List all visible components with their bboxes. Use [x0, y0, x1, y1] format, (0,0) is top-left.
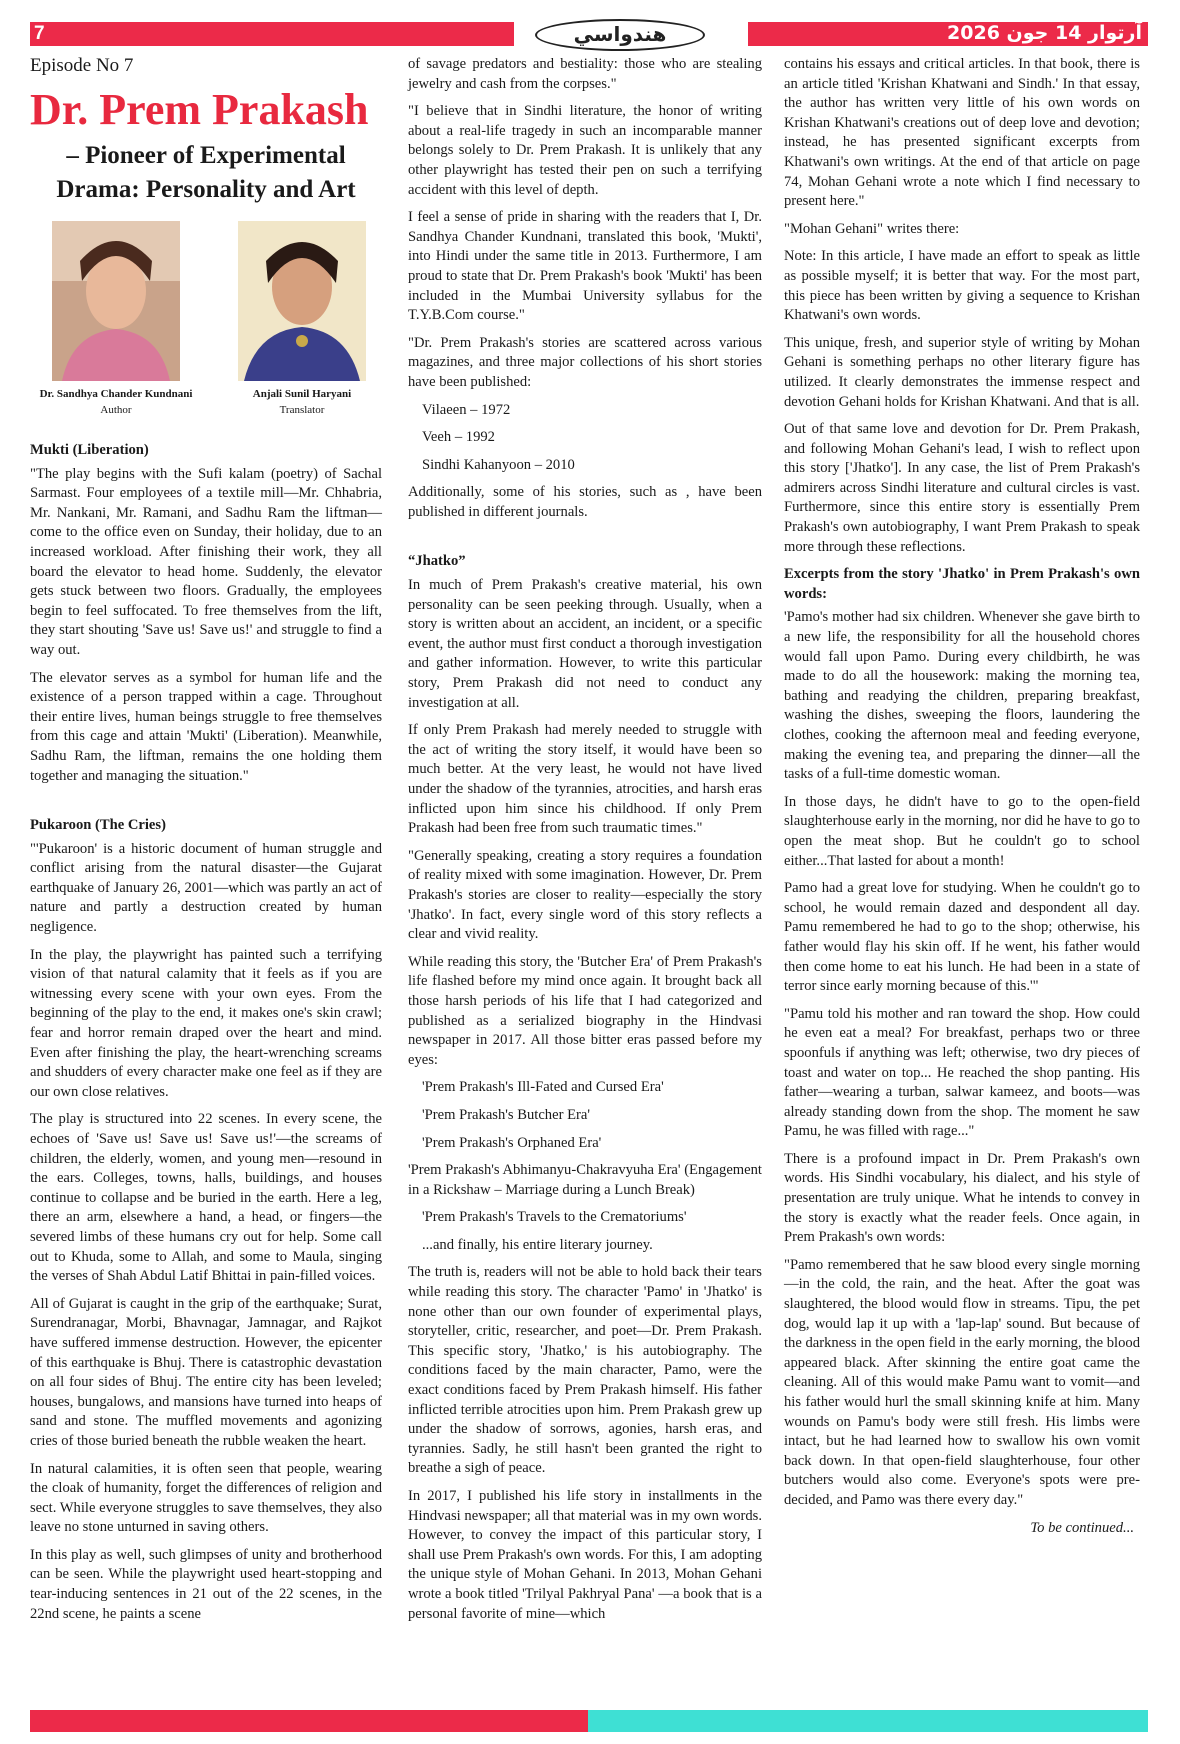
paragraph: "Generally speaking, creating a story requires a foundation of reality mixed with some imagination. However, Dr. Prem Prakash's stories are closer to reality—especially the story 'Jhatko'. In fact, every single word of this story reflects a clear and vivid reality. [408, 847, 762, 943]
issue-date: آرتوار 14 جون 2026 [947, 22, 1142, 44]
paragraph: While reading this story, the 'Butcher Era' of Prem Prakash's life flashed before my mind once again. It brought back all those harsh periods of his life that I had categorized and published as a serialized biography in the Hindvasi newspaper in 2017. All those bitter eras passed before my eyes: [408, 953, 762, 1068]
footer-red-band [30, 1710, 588, 1732]
paragraph: of savage predators and bestiality: those who are stealing jewelry and cash from the corpses." [408, 56, 762, 92]
author-photo [52, 221, 180, 381]
paragraph: "Pamo remembered that he saw blood every single morning—in the cold, the rain, and the heat. After the goat was slaughtered, the blood would flow in streams. Tipu, the pet dog, would lap it up with a 'lap-lap' sound. But because of the darkness in the open field in the early morning, the blood appeared black. After skinning the entire goat came the cleaning. All of this would make Pamu want to vomit—and his father would hurl the small skinning knife at him. Many wounds on Pamu's body were still fresh. His limbs were intact, but he had learned how to swallow his own vomit back down. In that open-field slaughterhouse, four other butchers would also come. Everyone's spots were pre-decided, and Pamo was there every day." [784, 1256, 1140, 1508]
newspaper-logo: هندواسي [535, 19, 705, 51]
paragraph: In those days, he didn't have to go to the open-field slaughterhouse early in the morning, nor did he have to go to open the meat shop. But he couldn't go to school either...That lasted for about a month! [784, 793, 1140, 869]
to-be-continued: To be continued... [1030, 1519, 1134, 1536]
author-caption [16, 386, 216, 418]
paragraph: There is a profound impact in Dr. Prem Prakash's own words. His Sindhi vocabulary, his dialect, and his style of presentation are truly unique. What he intends to convey in the story is exactly what the reader feels. Once again, in Prem Prakash's own words: [784, 1150, 1140, 1246]
paragraph: Additionally, some of his stories, such as , have been published in different journals. [408, 484, 762, 520]
paragraph: "The play begins with the Sufi kalam (poetry) of Sachal Sarmast. Four employees of a textile mill—Mr. Chhabria, Mr. Nankani, Mr. Ramani, and Sadhu Ram the liftman—come to the office even on Sunday, their holiday, due to an increased workload. After finishing their work, they all board the elevator to head home. Suddenly, the elevator gets stuck between two floors. Gradually, the employees begin to feel suffocated. To free themselves from the lift, they start shouting 'Save us! Save us!' and struggle to find a way out. [30, 465, 382, 658]
section-heading: “Jhatko” [408, 553, 466, 570]
list-item: Sindhi Kahanyoon – 2010 [422, 456, 575, 473]
episode-label: Episode No 7 [30, 55, 134, 76]
list-item: 'Prem Prakash's Ill-Fated and Cursed Era' [422, 1079, 664, 1096]
paragraph: Note: In this article, I have made an effort to speak as little as possible myself; it is better that way. For the most part, this piece has been written by giving a sequence to Krishan Khatwani's own words. [784, 248, 1140, 324]
header-bar [30, 22, 1148, 46]
paragraph: contains his essays and critical articles. In that book, there is an article titled 'Krishan Khatwani and Sindh.' In that essay, the author has written very little of his own words on Krishan Khatwani's creations out of deep love and devotion; instead, he has presented significant excerpts from Khatwani's own writings. At the end of that article on page 74, Mohan Gehani wrote a note which I find necessary to present here." [784, 56, 1140, 210]
paragraph: "Dr. Prem Prakash's stories are scattered across various magazines, and three major collections of his short stories have been published: [408, 334, 762, 390]
list-item: 'Prem Prakash's Travels to the Crematoriums' [422, 1209, 687, 1226]
paragraph: The elevator serves as a symbol for human life and the existence of a person trapped within a cage. Throughout their entire lives, human beings struggle to free themselves from this cage and attain 'Mukti' (Liberation). Meanwhile, Sadhu Ram, the liftman, remains the one holding them together and managing the situation." [30, 669, 382, 784]
section-heading: Excerpts from the story 'Jhatko' in Prem Prakash's own words: [784, 566, 1140, 602]
article-column-3 [784, 55, 1140, 1546]
paragraph: The truth is, readers will not be able to hold back their tears while reading this story. The character 'Pamo' in 'Jhatko' is none other than our own founder of experimental plays, storyteller, critic, researcher, and poet—Dr. Prem Prakash. This specific story, 'Jhatko,' is his autobiography. The conditions faced by the main character, Pamo, were the exact conditions faced by Prem Prakash himself. His father inflicted terrible atrocities upon him. Prem Prakash grew up under the shadow of sorrows, agonies, harsh eras, and tyrannies. Sadly, he still hasn't been granted the right to breathe a sigh of peace. [408, 1264, 762, 1477]
paragraph: "Pamu told his mother and ran toward the shop. How could he even eat a meal? For breakfast, perhaps two or three spoonfuls if anything was left; otherwise, two dry pieces of toast and water on top... He reached the shop panting. His father—wearing a turban, salwar kameez, and boots—was already standing down from the shop. The moment he saw Pamu, he was filled with rage..." [784, 1005, 1140, 1140]
paragraph: I feel a sense of pride in sharing with the readers that I, Dr. Sandhya Chander Kundnani, translated this book, 'Mukti', into Hindi under the same title in 2013. Furthermore, I am proud to state that Dr. Prem Prakash's book 'Mukti' has been included in the Mumbai University syllabus for the T.Y.B.Com course." [408, 209, 762, 324]
article-subtitle: – Pioneer of Experimental Drama: Personality and Art [56, 142, 356, 203]
paragraph: "Mohan Gehani" writes there: [784, 220, 960, 237]
translator-photo [238, 221, 366, 381]
section-heading: Pukaroon (The Cries) [30, 817, 166, 834]
section-heading: Mukti (Liberation) [30, 442, 149, 458]
article-title: Dr. Prem Prakash [30, 85, 369, 134]
list-item: 'Prem Prakash's Abhimanyu-Chakravyuha Era' (Engagement in a Rickshaw – Marriage during a Lunch Break) [408, 1162, 762, 1198]
list-item: Vilaeen – 1972 [422, 401, 511, 418]
paragraph: In 2017, I published his life story in installments in the Hindvasi newspaper; all that material was in my own words. However, to convey the impact of this particular story, I shall use Prem Prakash's own words. For this, I am adopting the unique style of Mohan Gehani. In 2013, Mohan Gehani wrote a book titled 'Trilyal Pakhryal Pana' —a book that is a personal favorite of mine—which [408, 1488, 762, 1622]
author-photos [30, 221, 382, 437]
author-name: Dr. Sandhya Chander Kundnani [39, 388, 193, 400]
list-item: ...and finally, his entire literary journey. [422, 1236, 653, 1253]
paragraph: In natural calamities, it is often seen that people, wearing the cloak of humanity, forget the differences of religion and sect. While everyone struggles to save themselves, they also leave no stone unturned in saving others. [30, 1460, 382, 1536]
paragraph: The play is structured into 22 scenes. In every scene, the echoes of 'Save us! Save us! Save us!'—the screams of children, the elderly, women, and young men—resound in the ears. Colleges, towns, halls, buildings, and houses continue to collapse and be buried in the earth. Here a leg, there an arm, elsewhere a hand, a head, or fingers—the severed limbs of these humans cry out for help. Some call out to Khuda, some to Allah, and some to Maula, singing the verses of Shah Abdul Latif Bhittai in pain-filled voices. [30, 1111, 382, 1285]
paragraph: "'Pukaroon' is a historic document of human struggle and conflict arising from the natural disaster—the Gujarat earthquake of January 26, 2001—which was partly an act of nature and partly a destruction created by human negligence. [30, 840, 382, 936]
paragraph: Pamo had a great love for studying. When he couldn't go to school, he would remain dazed and despondent all day. Pamu remembered he had to go to the shop; otherwise, his father would flay his skin off. If he went, his father would then come home to eat his lunch. He had been in a state of terror since early morning because of this.'" [784, 880, 1140, 995]
list-item: Veeh – 1992 [422, 429, 495, 446]
translator-caption [202, 386, 402, 418]
paragraph: Out of that same love and devotion for Dr. Prem Prakash, and following Mohan Gehani's lead, I wish to reflect upon this story ['Jhatko']. In any case, the list of Prem Prakash's admirers across Sindhi literature and cultural circles is vast. Furthermore, since this entire story is essentially Prem Prakash's own autobiography, I want Prem Prakash to speak more through these reflections. [784, 421, 1140, 555]
footer-bar [30, 1710, 1148, 1732]
article-column-2 [408, 55, 762, 1632]
paragraph: "I believe that in Sindhi literature, the honor of writing about a real-life tragedy in such an incomparable manner belongs solely to Dr. Prem Prakash. It is unlikely that any other playwright has tested their pen on such a terrifying accident with this level of depth. [408, 103, 762, 198]
list-item: 'Prem Prakash's Butcher Era' [422, 1106, 590, 1123]
page-number: 7 [34, 23, 45, 44]
article-column-1 [30, 55, 382, 1632]
paragraph: In much of Prem Prakash's creative material, his own personality can be seen peeking through. Usually, when a story is written about an accident, an incident, or a specific event, the author must first conduct a thorough investigation and gather information. However, to write this particular story, Prem Prakash did not need to conduct any investigation at all. [408, 577, 762, 711]
list-item: 'Prem Prakash's Orphaned Era' [422, 1134, 602, 1151]
author-role: Author [100, 404, 132, 416]
paragraph: This unique, fresh, and superior style of writing by Mohan Gehani is something perhaps no other literary figure has utilized. It clearly demonstrates the immense respect and devotion Gehani holds for Krishan Khatwani. And that is all. [784, 334, 1140, 410]
translator-name: Anjali Sunil Haryani [252, 388, 352, 400]
paragraph: In the play, the playwright has painted such a terrifying vision of that natural calamity that it feels as if you are witnessing every scene with your own eyes. From the beginning of the play to the end, it makes one's skin crawl; fear and horror remain draped over the heart and mind. Even after finishing the play, the heart-wrenching screams and shudders of every character make one feel as if they are our own close relatives. [30, 946, 382, 1100]
paragraph: If only Prem Prakash had merely needed to struggle with the act of writing the story itself, it would have been so much better. At the very least, he would not have lived under the shadow of the tyrannies, atrocities, and harsh eras inflicted upon him since his childhood. If only Prem Prakash had been free from such traumatic times." [408, 722, 762, 837]
paragraph: In this play as well, such glimpses of unity and brotherhood can be seen. While the playwright used heart-stopping and tear-inducing sentences in 21 out of the 22 scenes, in the 22nd scene, he paints a scene [30, 1546, 382, 1622]
paragraph: 'Pamo's mother had six children. Whenever she gave birth to a new life, the responsibility for all the household chores would fall upon Pamo. During every childbirth, he was made to do all the housework: making the morning tea, bathing and readying the children, preparing breakfast, washing the dishes, sweeping the floors, laundering the clothes, cooking the afternoon meal and feeding everyone, making the evening tea, and preparing the dinner—all the tasks of a full-time domestic woman. [784, 609, 1140, 783]
header-red-band-left [30, 22, 514, 46]
translator-role: Translator [279, 404, 325, 416]
footer-teal-band [588, 1710, 1148, 1732]
paragraph: All of Gujarat is caught in the grip of the earthquake; Surat, Surendranagar, Morbi, Bhavnagar, Jamnagar, and Rajkot have suffered immense destruction. However, the epicenter of this earthquake is Bhuj. There is catastrophic devastation on all four sides of Bhuj. The entire city has been leveled; houses, bungalows, and mansions have turned into heaps of sand and stone. The muffled movements and agonizing cries of those buried beneath the rubble weaken the heart. [30, 1295, 382, 1449]
